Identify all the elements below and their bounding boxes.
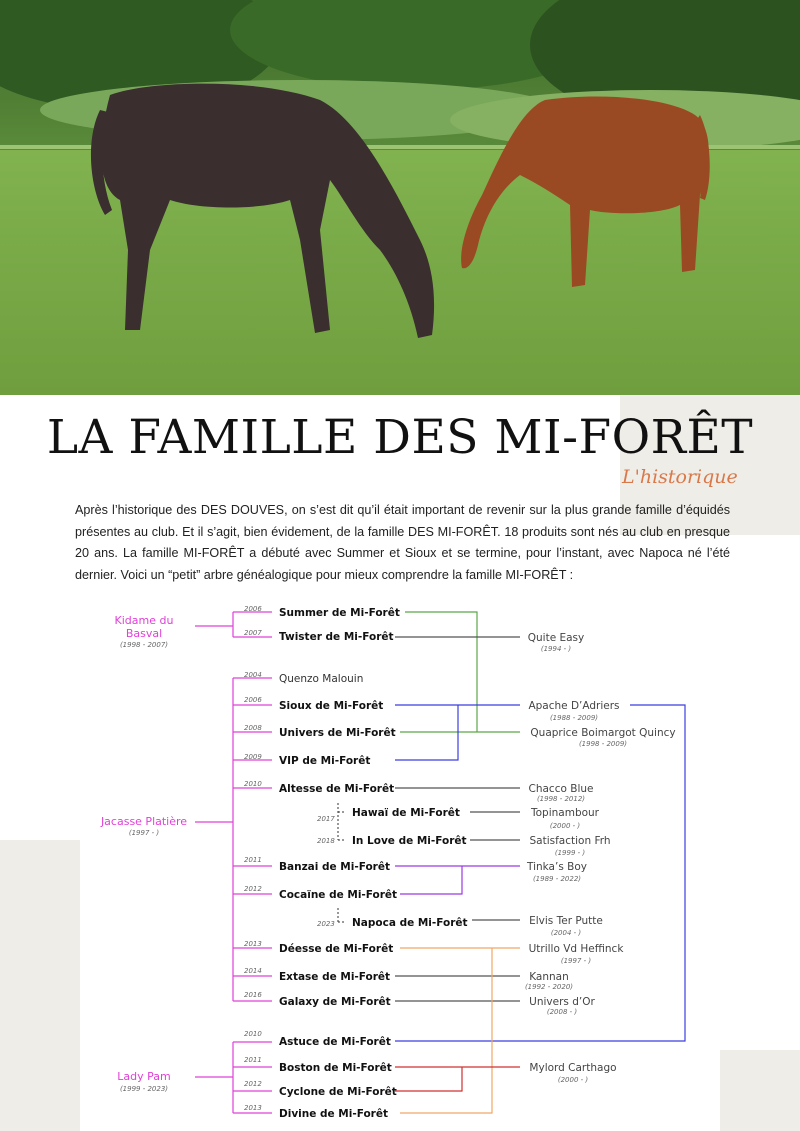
svg-text:2012: 2012 xyxy=(244,885,262,893)
svg-text:In Love de Mi-Forêt: In Love de Mi-Forêt xyxy=(352,835,467,847)
svg-text:2009: 2009 xyxy=(244,753,262,761)
svg-text:2004: 2004 xyxy=(244,671,262,679)
mare-name: Lady Pam xyxy=(117,1070,171,1083)
svg-text:2013: 2013 xyxy=(244,1104,262,1112)
page-subtitle: L'historique xyxy=(622,466,738,488)
svg-text:Quaprice Boimargot Quincy: Quaprice Boimargot Quincy xyxy=(530,727,676,739)
svg-text:Hawaï de Mi-Forêt: Hawaï de Mi-Forêt xyxy=(352,807,460,819)
mare-dates: (1998 - 2007) xyxy=(119,641,169,649)
svg-text:Utrillo Vd Heffinck: Utrillo Vd Heffinck xyxy=(528,943,624,955)
svg-text:Extase de Mi-Forêt: Extase de Mi-Forêt xyxy=(279,971,391,983)
svg-text:2006: 2006 xyxy=(244,605,262,613)
svg-text:2008: 2008 xyxy=(244,724,262,732)
svg-text:Elvis Ter Putte: Elvis Ter Putte xyxy=(529,915,603,927)
svg-text:Tinka’s Boy: Tinka’s Boy xyxy=(527,861,587,873)
svg-text:(1998 - 2012): (1998 - 2012) xyxy=(536,795,586,803)
svg-text:(2004 - ): (2004 - ) xyxy=(550,929,582,937)
intro-paragraph: Après l’historique des DES DOUVES, on s’est dit qu’il était important de revenir sur la plus grande famille d’équidés présentes au club. Et il s’agit, bien évidement, de la famille DES MI-FORÊT. 18 produits sont nés au club en presque 20 ans. La famille MI-FORÊT a débuté avec Summer et Sioux et se termine, pour l’instant, avec Napoca né l’été dernier. Voici un “petit” arbre généalogique pour mieux comprendre la famille MI-FORÊT : xyxy=(75,503,730,582)
svg-text:(2000 - ): (2000 - ) xyxy=(549,822,581,830)
svg-text:Chacco Blue: Chacco Blue xyxy=(528,783,594,795)
svg-text:Univers d’Or: Univers d’Or xyxy=(529,996,595,1008)
svg-text:(1989 - 2022): (1989 - 2022) xyxy=(532,875,582,883)
svg-text:Napoca de Mi-Forêt: Napoca de Mi-Forêt xyxy=(352,917,468,929)
svg-text:(1992 - 2020): (1992 - 2020) xyxy=(524,983,574,991)
svg-text:Topinambour: Topinambour xyxy=(530,807,600,819)
svg-text:Altesse de Mi-Forêt: Altesse de Mi-Forêt xyxy=(279,783,395,795)
mare-name: Jacasse Platière xyxy=(100,815,188,828)
svg-text:Apache D’Adriers: Apache D’Adriers xyxy=(528,700,620,712)
mare-dates: (1999 - 2023) xyxy=(119,1085,169,1093)
svg-text:2006: 2006 xyxy=(244,696,262,704)
sire-names xyxy=(525,632,676,1084)
svg-text:2016: 2016 xyxy=(244,991,262,999)
svg-text:(1997 - ): (1997 - ) xyxy=(560,957,592,965)
svg-text:2012: 2012 xyxy=(244,1080,262,1088)
svg-text:(1994 - ): (1994 - ) xyxy=(540,645,572,653)
svg-text:Satisfaction Frh: Satisfaction Frh xyxy=(529,835,611,847)
svg-text:Kannan: Kannan xyxy=(529,971,569,983)
svg-text:(1998 - 2009): (1998 - 2009) xyxy=(578,740,628,748)
svg-text:Univers de Mi-Forêt: Univers de Mi-Forêt xyxy=(279,727,396,739)
mare-dates: (1997 - ) xyxy=(128,829,160,837)
svg-text:Cyclone de Mi-Forêt: Cyclone de Mi-Forêt xyxy=(279,1086,397,1098)
svg-text:2013: 2013 xyxy=(244,940,262,948)
svg-text:2023: 2023 xyxy=(317,920,335,928)
svg-text:2010: 2010 xyxy=(244,780,262,788)
svg-text:Sioux de Mi-Forêt: Sioux de Mi-Forêt xyxy=(279,700,384,712)
page-title: LA FAMILLE DES MI-FORÊT xyxy=(46,410,754,465)
svg-text:Divine de Mi-Forêt: Divine de Mi-Forêt xyxy=(279,1108,388,1120)
svg-text:Mylord Carthago: Mylord Carthago xyxy=(529,1062,617,1074)
svg-text:(1988 - 2009): (1988 - 2009) xyxy=(549,714,599,722)
svg-text:2010: 2010 xyxy=(244,1030,262,1038)
svg-text:VIP de Mi-Forêt: VIP de Mi-Forêt xyxy=(279,755,371,767)
svg-text:Quite Easy: Quite Easy xyxy=(527,632,585,644)
svg-text:Astuce de Mi-Forêt: Astuce de Mi-Forêt xyxy=(279,1036,391,1048)
mare-name: Kidame du xyxy=(114,614,174,627)
svg-text:Twister de Mi-Forêt: Twister de Mi-Forêt xyxy=(279,631,394,643)
svg-text:2014: 2014 xyxy=(244,967,262,975)
svg-text:(2008 - ): (2008 - ) xyxy=(546,1008,578,1016)
svg-text:Déesse de Mi-Forêt: Déesse de Mi-Forêt xyxy=(279,943,394,955)
svg-text:Boston de Mi-Forêt: Boston de Mi-Forêt xyxy=(279,1062,392,1074)
foal-names xyxy=(279,607,468,1120)
svg-text:Quenzo Malouin: Quenzo Malouin xyxy=(279,673,364,685)
svg-text:Banzai de Mi-Forêt: Banzai de Mi-Forêt xyxy=(279,861,390,873)
svg-text:2011: 2011 xyxy=(244,1056,262,1064)
svg-text:Summer de Mi-Forêt: Summer de Mi-Forêt xyxy=(279,607,400,619)
svg-text:(2000 - ): (2000 - ) xyxy=(557,1076,589,1084)
svg-text:2007: 2007 xyxy=(244,629,262,637)
svg-text:Galaxy de Mi-Forêt: Galaxy de Mi-Forêt xyxy=(279,996,391,1008)
mare-name: Basval xyxy=(125,627,163,640)
svg-text:2018: 2018 xyxy=(317,837,335,845)
svg-text:Cocaïne de Mi-Forêt: Cocaïne de Mi-Forêt xyxy=(279,889,398,901)
svg-text:2011: 2011 xyxy=(244,856,262,864)
svg-text:(1999 - ): (1999 - ) xyxy=(554,849,586,857)
svg-text:2017: 2017 xyxy=(317,815,335,823)
